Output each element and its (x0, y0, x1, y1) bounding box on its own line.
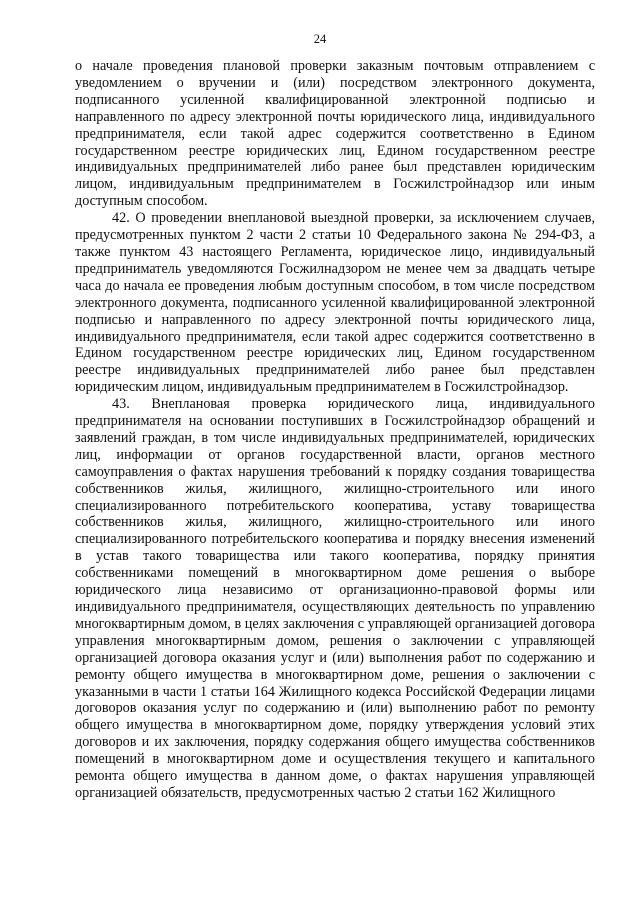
paragraph-43: 43. Внеплановая проверка юридического лица, индивидуального предпринимателя на основании поступивших в Госжилстройнадзор обращений и заявлений граждан, в том числе индивидуальных предпринимателей, юридических лиц, информации от органов государственной власти, органов местного самоуправления о фактах нарушения требований к порядку создания товарищества собственников жилья, жилищного, жилищно-строительного или иного специализированного потребительского кооператива, уставу товарищества собственников жилья, жилищного, жилищно-строительного или иного специализированного потребительского кооператива и порядку внесения изменений в устав такого товарищества или такого кооператива, порядку принятия собственниками помещений в многоквартирном доме решения о выборе юридического лица независимо от организационно-правовой формы или индивидуального предпринимателя, осуществляющих деятельность по управлению многоквартирным домом, в целях заключения с управляющей организацией договора управления многоквартирным домом, решения о заключении с управляющей организацией договора оказания услуг и (или) выполнения работ по содержанию и ремонту общего имущества в многоквартирном доме, решения о заключении с указанными в части 1 статьи 164 Жилищного кодекса Российской Федерации лицами договоров оказания услуг по содержанию и (или) выполнению работ по ремонту общего имущества в многоквартирном доме, порядку утверждения условий этих договоров и их заключения, порядку содержания общего имущества собственников помещений в многоквартирном доме и осуществления текущего и капитального ремонта общего имущества в данном доме, о фактах нарушения управляющей организацией обязательств, предусмотренных частью 2 статьи 162 Жилищного (75, 396, 595, 801)
document-body (75, 58, 595, 802)
paragraph-continuation: о начале проведения плановой проверки заказным почтовым отправлением с уведомлением о вручении и (или) посредством электронного документа, подписанного усиленной квалифицированной электронной подписью и направленного по адресу электронной почты юридического лица, индивидуального предпринимателя, если такой адрес содержится соответственно в Едином государственном реестре юридических лиц, Едином государственном реестре индивидуальных предпринимателей либо ранее был представлен юридическим лицом, индивидуальным предпринимателем в Госжилстройнадзор или иным доступным способом. (75, 58, 595, 210)
paragraph-42: 42. О проведении внеплановой выездной проверки, за исключением случаев, предусмотренных пунктом 2 части 2 статьи 10 Федерального закона № 294-ФЗ, а также пунктом 43 настоящего Регламента, юридическое лицо, индивидуальный предприниматель уведомляются Госжилнадзором не менее чем за двадцать четыре часа до начала ее проведения любым доступным способом, в том числе посредством электронного документа, подписанного усиленной квалифицированной электронной подписью и направленного по адресу электронной почты юридического лица, индивидуального предпринимателя, если такой адрес содержится соответственно в Едином государственном реестре юридических лиц, Едином государственном реестре индивидуальных предпринимателей либо ранее был представлен юридическим лицом, индивидуальным предпринимателем в Госжилстройнадзор. (75, 210, 595, 396)
page-number: 24 (313, 32, 327, 46)
